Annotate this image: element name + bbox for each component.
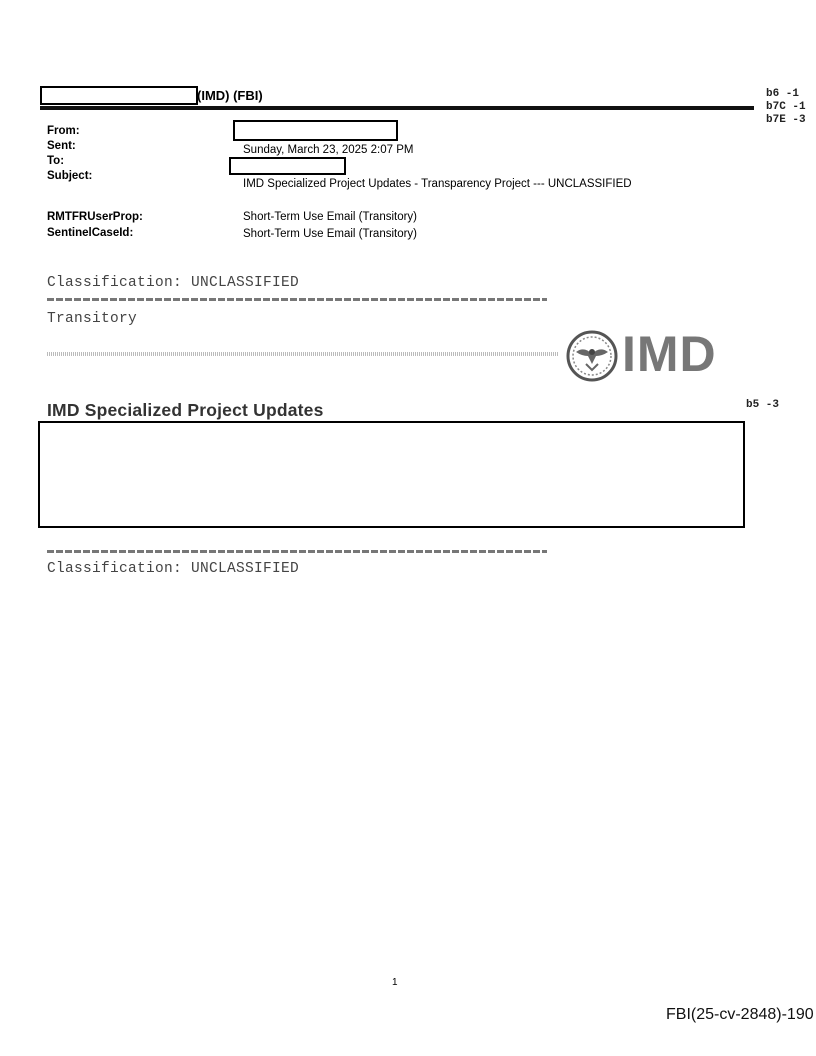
exemption-code: b6 -1: [766, 88, 800, 100]
imd-logo-text: IMD: [622, 326, 717, 382]
redaction-box-to: [229, 157, 346, 175]
transitory-text: Transitory: [47, 311, 138, 327]
sent-label: Sent:: [47, 140, 76, 152]
page-number: 1: [392, 977, 398, 988]
sent-value: Sunday, March 23, 2025 2:07 PM: [243, 144, 414, 156]
section-title: IMD Specialized Project Updates: [47, 400, 324, 420]
subject-value: IMD Specialized Project Updates - Transparency Project --- UNCLASSIFIED: [243, 178, 632, 190]
sentinel-label: SentinelCaseId:: [47, 227, 134, 239]
email-header-title: (IMD) (FBI): [197, 88, 263, 103]
redaction-box-body: [38, 421, 745, 528]
redaction-box-from: [233, 120, 398, 141]
exemption-codes-top: [766, 88, 806, 127]
rmtfr-value: Short-Term Use Email (Transitory): [243, 211, 418, 223]
section-exemption-code: b5 -3: [746, 399, 780, 411]
classification-bottom: Classification: UNCLASSIFIED: [47, 561, 300, 577]
redaction-box-sender-name: [40, 86, 198, 105]
seal-icon: [566, 330, 618, 382]
classification-top: Classification: UNCLASSIFIED: [47, 275, 300, 291]
dashed-separator-bottom: [47, 550, 547, 553]
to-label: To:: [47, 155, 65, 167]
exemption-code: b7E -3: [766, 114, 806, 126]
rmtfr-label: RMTFRUserProp:: [47, 211, 143, 223]
imd-logo: [566, 326, 730, 382]
from-label: From:: [47, 125, 80, 137]
header-rule: [40, 106, 754, 110]
subject-label: Subject:: [47, 170, 93, 182]
dashed-separator-top: [47, 298, 547, 301]
banner-hatch-rule: [47, 352, 559, 356]
exemption-code: b7C -1: [766, 101, 806, 113]
sentinel-value: Short-Term Use Email (Transitory): [243, 228, 418, 240]
bates-number: FBI(25-cv-2848)-190: [666, 1006, 814, 1023]
